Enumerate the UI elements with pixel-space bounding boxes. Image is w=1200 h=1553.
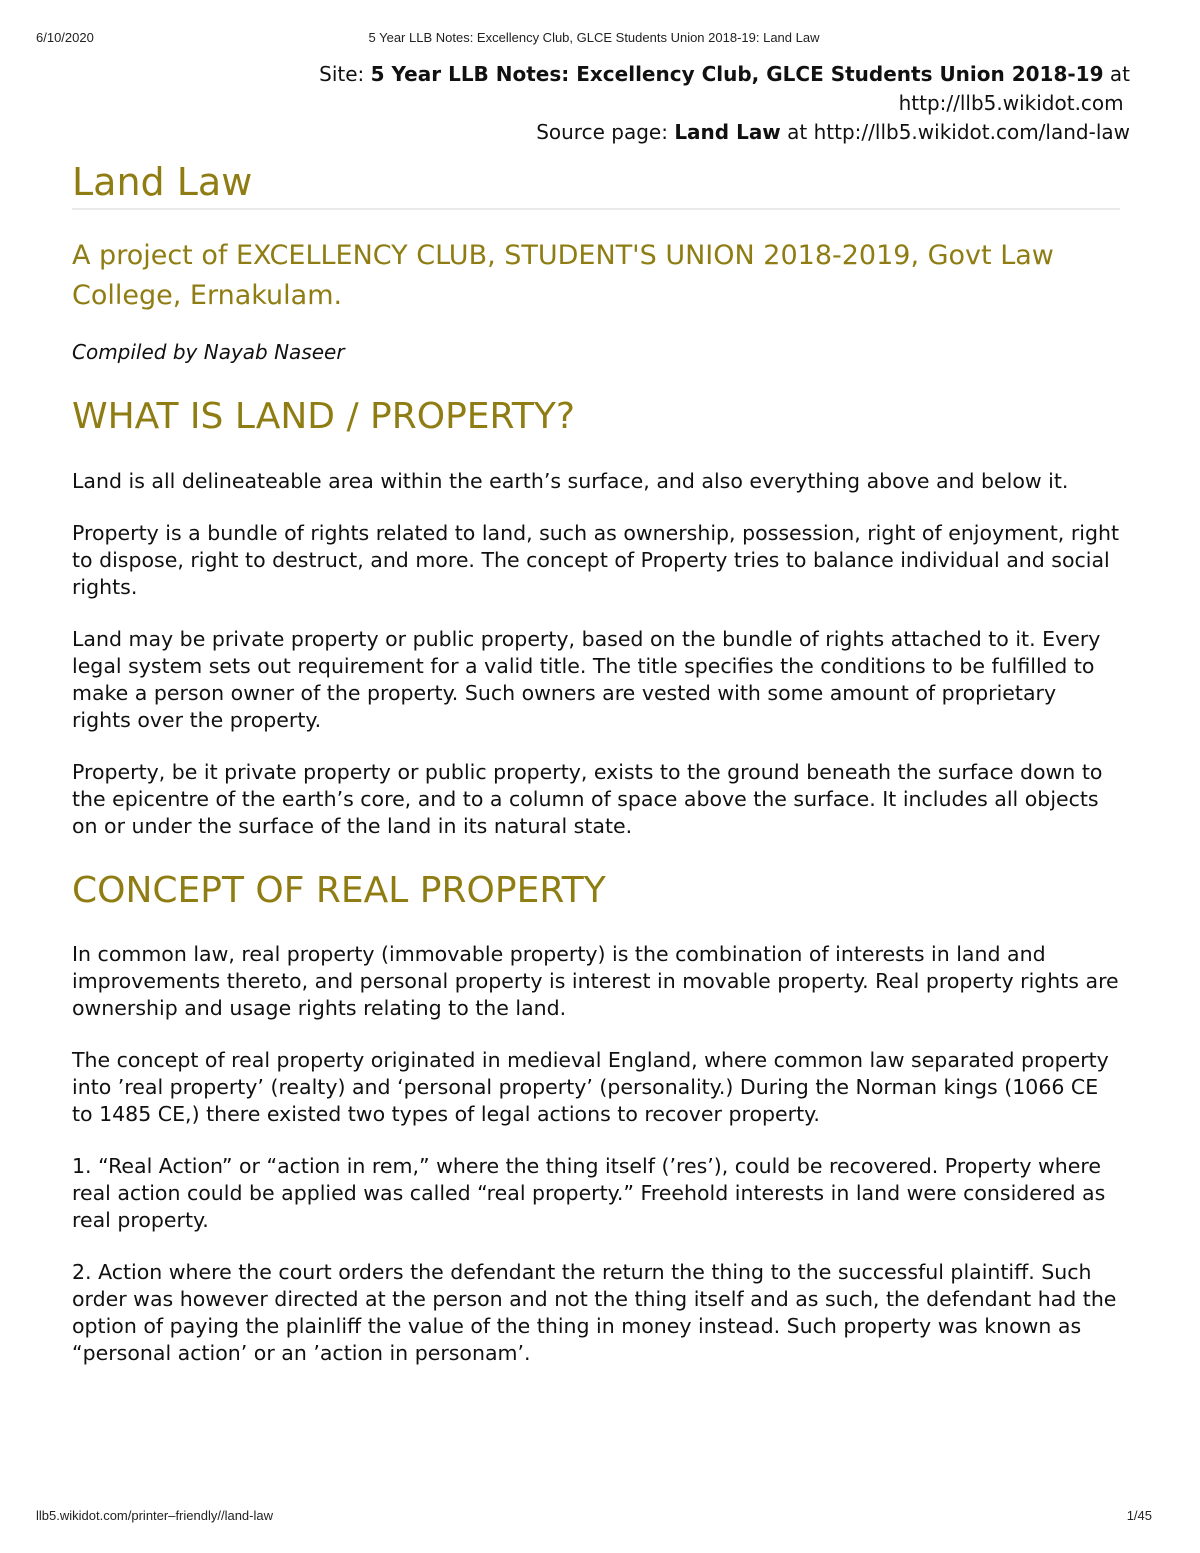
site-url[interactable]: http://llb5.wikidot.com bbox=[898, 91, 1124, 115]
main-content bbox=[72, 158, 1120, 1367]
section-heading: WHAT IS LAND / PROPERTY? bbox=[72, 396, 576, 437]
section-what-is-land bbox=[72, 392, 1120, 840]
source-url[interactable]: http://llb5.wikidot.com/land-law bbox=[813, 120, 1130, 144]
site-line bbox=[50, 60, 1130, 89]
compiled-by: Compiled by Nayab Naseer bbox=[72, 340, 345, 364]
paragraph: Land may be private property or public property, based on the bundle of rights attached to it. Every legal system sets out requirement for a valid title. The title specifies the conditions to be fulfilled to make a person owner of the property. Such owners are vested with some amount of proprietary rights over the property. bbox=[72, 627, 1101, 732]
print-header bbox=[36, 30, 1152, 50]
paragraph: 1. “Real Action” or “action in rem,” where the thing itself (’res’), could be recovered. Property where real action could be applied was called “real property.” Freehold interests in land were considered as real property. bbox=[72, 1154, 1106, 1232]
paragraph: Property, be it private property or public property, exists to the ground beneath the surface down to the epicentre of the earth’s core, and to a column of space above the surface. It includes all objects on or under the surface of the land in its natural state. bbox=[72, 760, 1103, 838]
site-info bbox=[50, 60, 1130, 147]
paragraph: Land is all delineateable area within the earth’s surface, and also everything above and below it. bbox=[72, 469, 1069, 493]
paragraph: Property is a bundle of rights related to land, such as ownership, possession, right of enjoyment, right to dispose, right to destruct, and more. The concept of Property tries to balance individual and social rights. bbox=[72, 521, 1119, 599]
site-at: at bbox=[1109, 62, 1130, 86]
source-at: at bbox=[787, 120, 808, 144]
source-label: Source page: bbox=[536, 120, 668, 144]
page-number: 1/45 bbox=[1126, 1508, 1152, 1523]
paragraph: 2. Action where the court orders the defendant the return the thing to the successful plaintiff. Such order was however directed at the person and not the thing itself and as such, the defendant had the option of paying the plainliff the value of the thing in money instead. Such property was known as “personal action’ or an ’action in personam’. bbox=[72, 1260, 1117, 1365]
page-title: Land Law bbox=[72, 158, 1120, 210]
print-document-title: 5 Year LLB Notes: Excellency Club, GLCE Students Union 2018-19: Land Law bbox=[368, 30, 820, 45]
site-label: Site: bbox=[319, 62, 365, 86]
source-line bbox=[50, 118, 1130, 147]
section-real-property bbox=[72, 866, 1120, 1367]
print-footer bbox=[36, 1508, 1152, 1528]
source-name[interactable]: Land Law bbox=[674, 120, 781, 144]
site-name[interactable]: 5 Year LLB Notes: Excellency Club, GLCE Students Union 2018-19 bbox=[370, 62, 1104, 86]
paragraph: In common law, real property (immovable property) is the combination of interests in land and improvements thereto, and personal property is interest in movable property. Real property rights are ownership and usage rights relating to the land. bbox=[72, 942, 1119, 1020]
print-date: 6/10/2020 bbox=[36, 30, 94, 45]
print-url: llb5.wikidot.com/printer–friendly//land-law bbox=[36, 1508, 273, 1523]
paragraph: The concept of real property originated in medieval England, where common law separated property into ’real property’ (realty) and ‘personal property’ (personality.) During the Norman kings (1066 CE to 1485 CE,) there existed two types of legal actions to recover property. bbox=[72, 1048, 1109, 1126]
project-subtitle: A project of EXCELLENCY CLUB, STUDENT'S UNION 2018-2019, Govt Law College, Ernakulam. bbox=[72, 240, 1054, 311]
section-heading: CONCEPT OF REAL PROPERTY bbox=[72, 870, 606, 911]
site-url-line bbox=[50, 89, 1130, 118]
